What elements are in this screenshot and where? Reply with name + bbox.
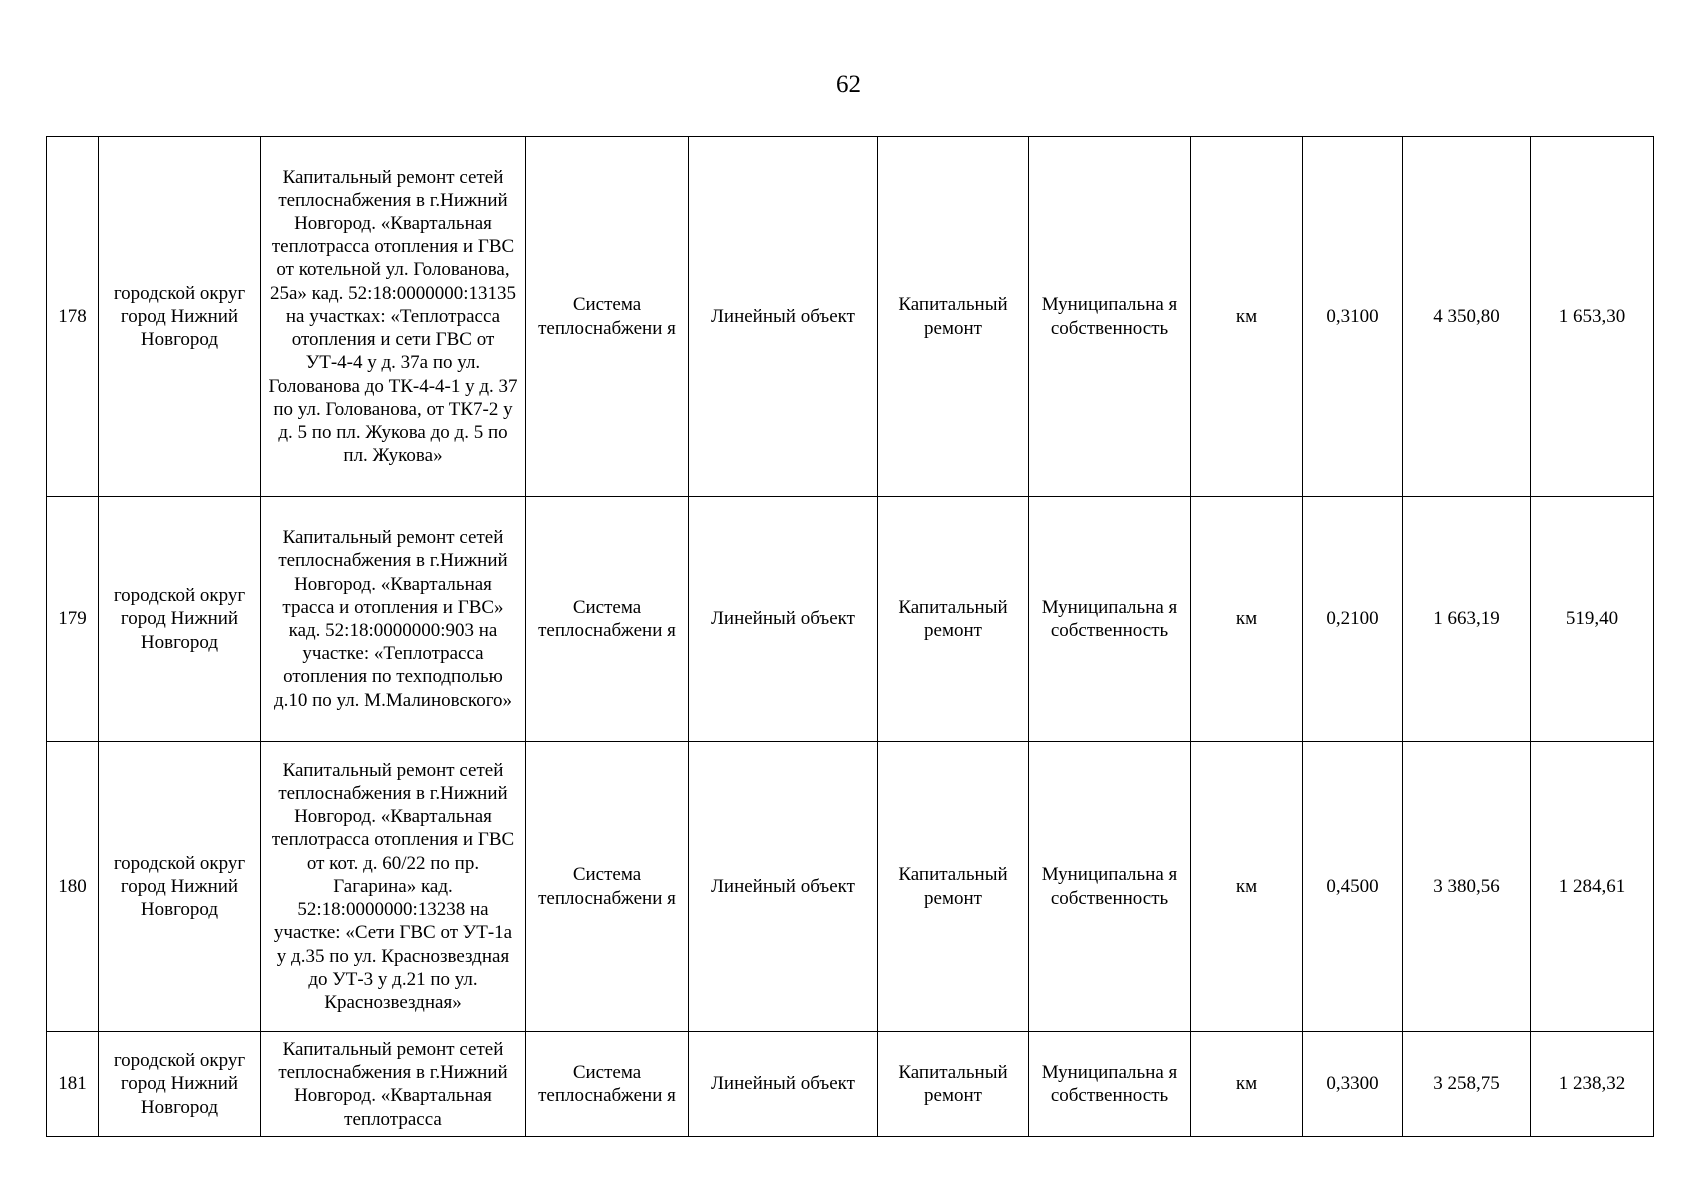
unit-cell: км [1191, 497, 1303, 742]
row-number: 181 [47, 1032, 99, 1137]
unit-cell: км [1191, 1032, 1303, 1137]
table-row [47, 742, 1654, 1032]
description-cell: Капитальный ремонт сетей теплоснабжения в г.Нижний Новгород. «Квартальная теплотрасса [261, 1032, 526, 1137]
cost-total-cell: 3 380,56 [1403, 742, 1531, 1032]
row-number: 180 [47, 742, 99, 1032]
object-type-cell: Линейный объект [689, 1032, 878, 1137]
cost-part-cell: 1 284,61 [1531, 742, 1654, 1032]
object-type-cell: Линейный объект [689, 742, 878, 1032]
cost-part-cell: 1 238,32 [1531, 1032, 1654, 1137]
cost-total-cell: 4 350,80 [1403, 137, 1531, 497]
cost-total-cell: 1 663,19 [1403, 497, 1531, 742]
length-cell: 0,2100 [1303, 497, 1403, 742]
system-cell: Система теплоснабжени я [526, 1032, 689, 1137]
description-cell: Капитальный ремонт сетей теплоснабжения в г.Нижний Новгород. «Квартальная теплотрасса отопления и ГВС от котельной ул. Голованова, 25а» кад. 52:18:0000000:13135 на участках: «Теплотрасса отопления и сети ГВС от УТ-4-4 у д. 37а по ул. Голованова до ТК-4-4-1 у д. 37 по ул. Голованова, от ТК7-2 у д. 5 по пл. Жукова до д. 5 по пл. Жукова» [261, 137, 526, 497]
unit-cell: км [1191, 742, 1303, 1032]
object-type-cell: Линейный объект [689, 497, 878, 742]
table-row [47, 137, 1654, 497]
description-cell: Капитальный ремонт сетей теплоснабжения в г.Нижний Новгород. «Квартальная трасса и отопления и ГВС» кад. 52:18:0000000:903 на участке: «Теплотрасса отопления по техподполью д.10 по ул. М.Малиновского» [261, 497, 526, 742]
unit-cell: км [1191, 137, 1303, 497]
cost-part-cell: 1 653,30 [1531, 137, 1654, 497]
work-type-cell: Капитальный ремонт [878, 497, 1029, 742]
ownership-cell: Муниципальна я собственность [1029, 497, 1191, 742]
page-number: 62 [836, 71, 861, 98]
cost-part-cell: 519,40 [1531, 497, 1654, 742]
municipality-cell: городской округ город Нижний Новгород [99, 137, 261, 497]
length-cell: 0,4500 [1303, 742, 1403, 1032]
system-cell: Система теплоснабжени я [526, 742, 689, 1032]
ownership-cell: Муниципальна я собственность [1029, 1032, 1191, 1137]
length-cell: 0,3300 [1303, 1032, 1403, 1137]
row-number: 179 [47, 497, 99, 742]
cost-total-cell: 3 258,75 [1403, 1032, 1531, 1137]
municipality-cell: городской округ город Нижний Новгород [99, 742, 261, 1032]
ownership-cell: Муниципальна я собственность [1029, 137, 1191, 497]
ownership-cell: Муниципальна я собственность [1029, 742, 1191, 1032]
work-type-cell: Капитальный ремонт [878, 1032, 1029, 1137]
system-cell: Система теплоснабжени я [526, 497, 689, 742]
description-cell: Капитальный ремонт сетей теплоснабжения в г.Нижний Новгород. «Квартальная теплотрасса отопления и ГВС от кот. д. 60/22 по пр. Гагарина» кад. 52:18:0000000:13238 на участке: «Сети ГВС от УТ-1а у д.35 по ул. Краснозвездная до УТ-3 у д.21 по ул. Краснозвездная» [261, 742, 526, 1032]
object-type-cell: Линейный объект [689, 137, 878, 497]
row-number: 178 [47, 137, 99, 497]
table-row [47, 497, 1654, 742]
data-table [46, 136, 1654, 1137]
table-row [47, 1032, 1654, 1137]
municipality-cell: городской округ город Нижний Новгород [99, 497, 261, 742]
system-cell: Система теплоснабжени я [526, 137, 689, 497]
municipality-cell: городской округ город Нижний Новгород [99, 1032, 261, 1137]
work-type-cell: Капитальный ремонт [878, 137, 1029, 497]
work-type-cell: Капитальный ремонт [878, 742, 1029, 1032]
length-cell: 0,3100 [1303, 137, 1403, 497]
